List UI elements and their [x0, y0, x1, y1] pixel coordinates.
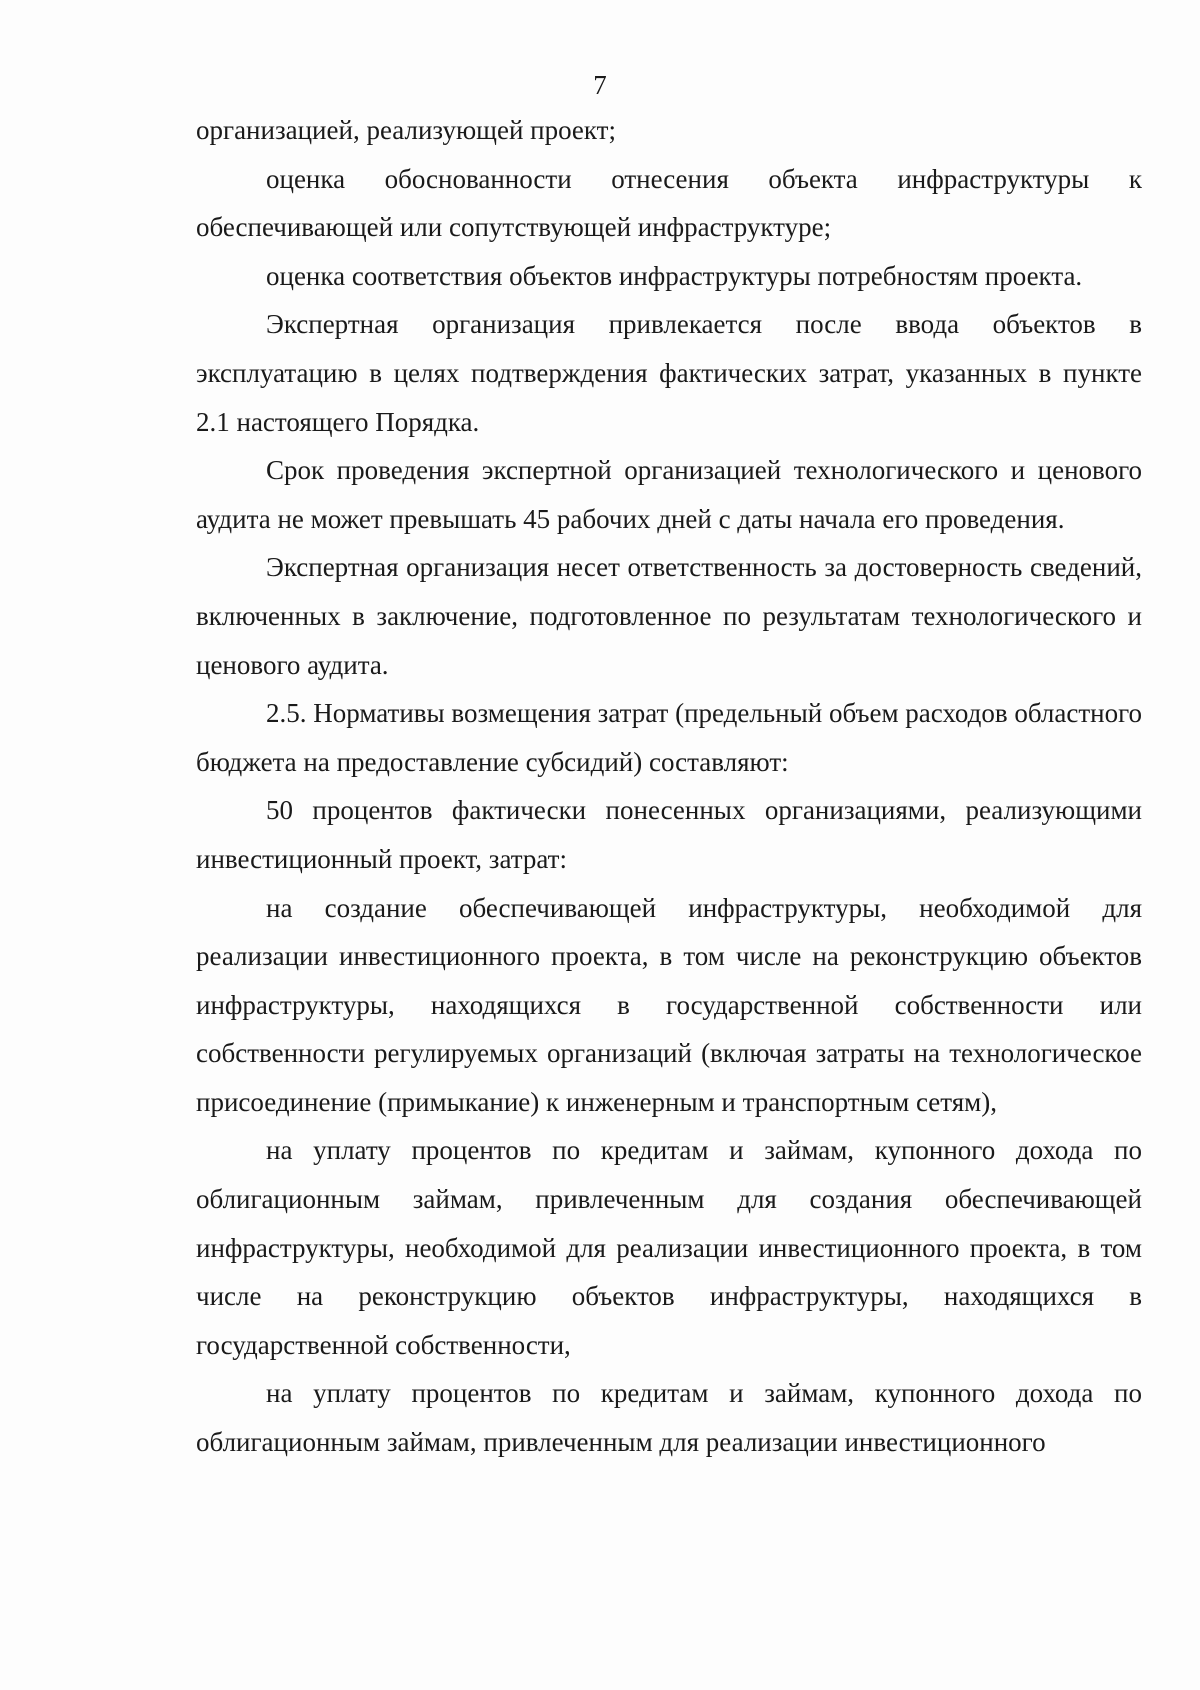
paragraph-10: на уплату процентов по кредитам и займам, купонного дохода по облигационным займам, привлеченным для создания обеспечивающей инфраструктуры, необходимой для реализации инвестиционного проекта, в том числе на реконструкцию объектов инфраструктуры, находящихся в государственной собственности,: [196, 1135, 1142, 1360]
paragraph-5: Срок проведения экспертной организацией технологического и ценового аудита не может превышать 45 рабочих дней с даты начала его проведения.: [196, 455, 1142, 534]
paragraph-1: организацией, реализующей проект;: [196, 115, 616, 145]
paragraph-4: Экспертная организация привлекается после ввода объектов в эксплуатацию в целях подтверждения фактических затрат, указанных в пункте 2.1 настоящего Порядка.: [196, 309, 1142, 437]
document-body: [196, 106, 1142, 1467]
page-number: 7: [593, 70, 607, 100]
paragraph-9: на создание обеспечивающей инфраструктуры, необходимой для реализации инвестиционного проекта, в том числе на реконструкцию объектов инфраструктуры, находящихся в государственной собственности или собственности регулируемых организаций (включая затраты на технологическое присоединение (примыкание) к инженерным и транспортным сетям),: [196, 892, 1142, 1117]
paragraph-11: на уплату процентов по кредитам и займам, купонного дохода по облигационным займам, привлеченным для реализации инвестиционного: [196, 1378, 1142, 1458]
paragraph-7: 2.5. Нормативы возмещения затрат (предельный объем расходов областного бюджета на предоставление субсидий) составляют:: [196, 698, 1142, 777]
paragraph-3: оценка соответствия объектов инфраструктуры потребностям проекта.: [266, 260, 1083, 291]
paragraph-8: 50 процентов фактически понесенных организациями, реализующими инвестиционный проект, затрат:: [196, 795, 1142, 874]
paragraph-6: Экспертная организация несет ответственность за достоверность сведений, включенных в заключение, подготовленное по результатам технологического и ценового аудита.: [196, 552, 1142, 680]
paragraph-2: оценка обоснованности отнесения объекта инфраструктуры к обеспечивающей или сопутствующей инфраструктуре;: [196, 163, 1142, 243]
